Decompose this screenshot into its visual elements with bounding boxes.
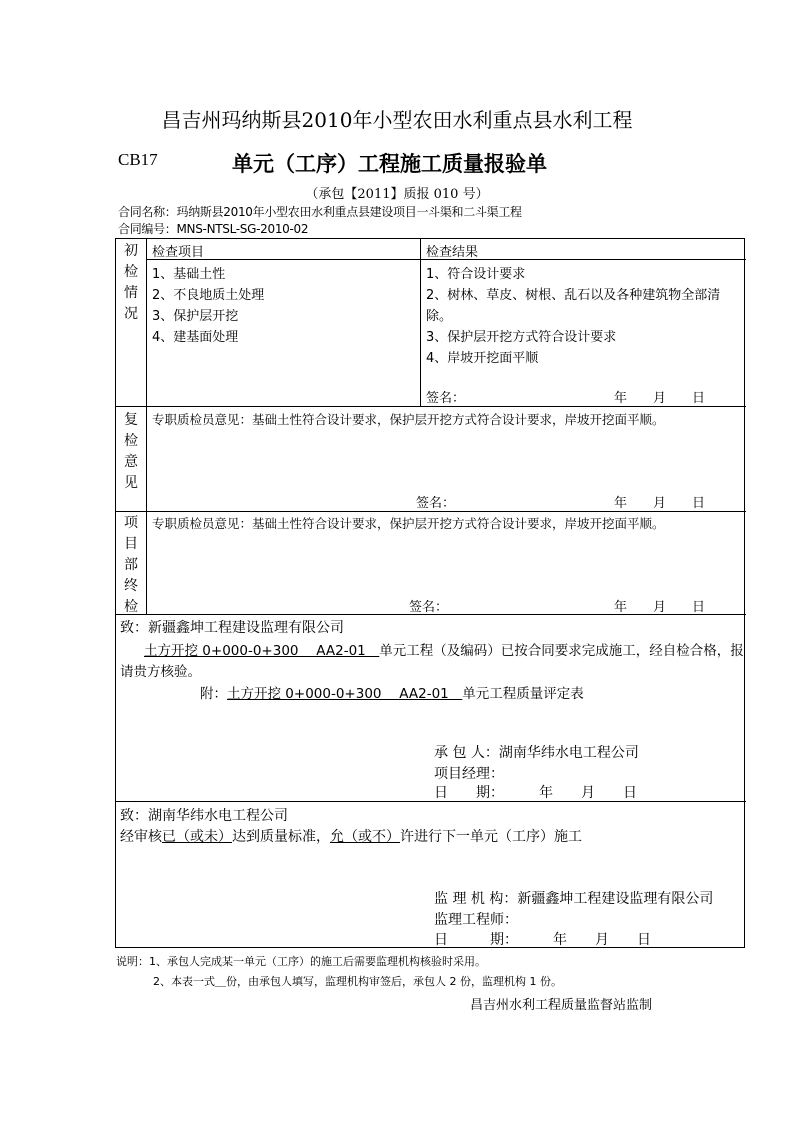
- review-body: 经审核已（或未）达到质量标准，允（或不）许进行下一单元（工序）施工: [120, 829, 582, 845]
- issuer: 昌吉州水利工程质量监督站监制: [470, 998, 653, 1013]
- supervision-agency: 监 理 机 构：新疆鑫坤工程建设监理有限公司: [434, 891, 714, 907]
- check-item: 1、基础土性: [152, 267, 226, 282]
- attachment-line: 附：土方开挖 0+000-0+300 AA2-01 单元工程质量评定表: [200, 686, 584, 702]
- signature-date: 年 月 日: [614, 600, 706, 615]
- row-divider: [116, 801, 746, 802]
- submission-recipient: 致：新疆鑫坤工程建设监理有限公司: [120, 620, 344, 636]
- check-item: 3、保护层开挖: [152, 309, 239, 324]
- row-divider: [116, 511, 746, 512]
- col-header-items: 检查项目: [152, 245, 205, 260]
- signature-date: 年 月 日: [614, 391, 706, 406]
- submission-date: 日 期： 年 月 日: [434, 785, 637, 801]
- row-divider: [116, 406, 746, 407]
- final-check-label: 项 目 部 终 检: [124, 515, 138, 615]
- signature-date: 年 月 日: [614, 496, 706, 511]
- check-result: 3、保护层开挖方式符合设计要求: [426, 330, 617, 345]
- attachment-unit: 土方开挖 0+000-0+300 AA2-01: [227, 686, 463, 702]
- column-divider: [146, 239, 147, 614]
- check-item: 2、不良地质土处理: [152, 288, 265, 303]
- project-manager: 项目经理：: [434, 766, 504, 782]
- submission-body-cont: 请贵方核验。: [120, 664, 201, 680]
- supervising-engineer: 监理工程师：: [434, 912, 518, 928]
- initial-check-label: 初 检 情 况: [124, 243, 138, 322]
- review-date: 日 期： 年 月 日: [434, 932, 651, 948]
- check-item: 4、建基面处理: [152, 330, 239, 345]
- check-result: 2、树林、草皮、树根、乱石以及各种建筑物全部清: [426, 288, 721, 303]
- column-divider: [420, 239, 421, 406]
- unit-code: 土方开挖 0+000-0+300 AA2-01: [144, 643, 380, 659]
- check-result: 4、岸坡开挖面平顺: [426, 351, 539, 366]
- review-recipient: 致：湖南华纬水电工程公司: [120, 808, 288, 824]
- check-result: 1、符合设计要求: [426, 267, 526, 282]
- check-result: 除。: [426, 309, 453, 324]
- document-title: 昌吉州玛纳斯县2010年小型农田水利重点县水利工程: [161, 108, 633, 132]
- contract-name: 合同名称：玛纳斯县2010年小型农田水利重点县建设项目一斗渠和二斗渠工程: [118, 205, 522, 219]
- signature-label: 签名：: [416, 496, 456, 511]
- form-code: CB17: [118, 150, 158, 169]
- submission-body: 土方开挖 0+000-0+300 AA2-01 单元工程（及编码）已按合同要求完成施工，经自检合格，报: [144, 643, 744, 659]
- final-opinion: 专职质检员意见：基础土性符合设计要求，保护层开挖方式符合设计要求，岸坡开挖面平顺。: [152, 516, 665, 531]
- contractor: 承 包 人：湖南华纬水电工程公司: [434, 745, 639, 761]
- col-header-results: 检查结果: [426, 245, 479, 260]
- form-table: [115, 238, 745, 948]
- form-title: 单元（工序）工程施工质量报验单: [232, 151, 547, 176]
- note-line-2: 2、本表一式＿份，由承包人填写，监理机构审签后，承包人 2 份，监理机构 1 份。: [153, 975, 562, 988]
- recheck-label: 复 检 意 见: [124, 412, 138, 491]
- signature-label: 签名：: [426, 391, 466, 406]
- document-number: （承包【2011】质报 010 号）: [305, 187, 489, 202]
- contract-number: 合同编号：MNS-NTSL-SG-2010-02: [118, 222, 309, 236]
- note-line-1: 说明：1、承包人完成某一单元（工序）的施工后需要监理机构核验时采用。: [116, 955, 486, 968]
- recheck-opinion: 专职质检员意见：基础土性符合设计要求，保护层开挖方式符合设计要求，岸坡开挖面平顺。: [152, 412, 665, 427]
- signature-label: 签名：: [409, 600, 449, 615]
